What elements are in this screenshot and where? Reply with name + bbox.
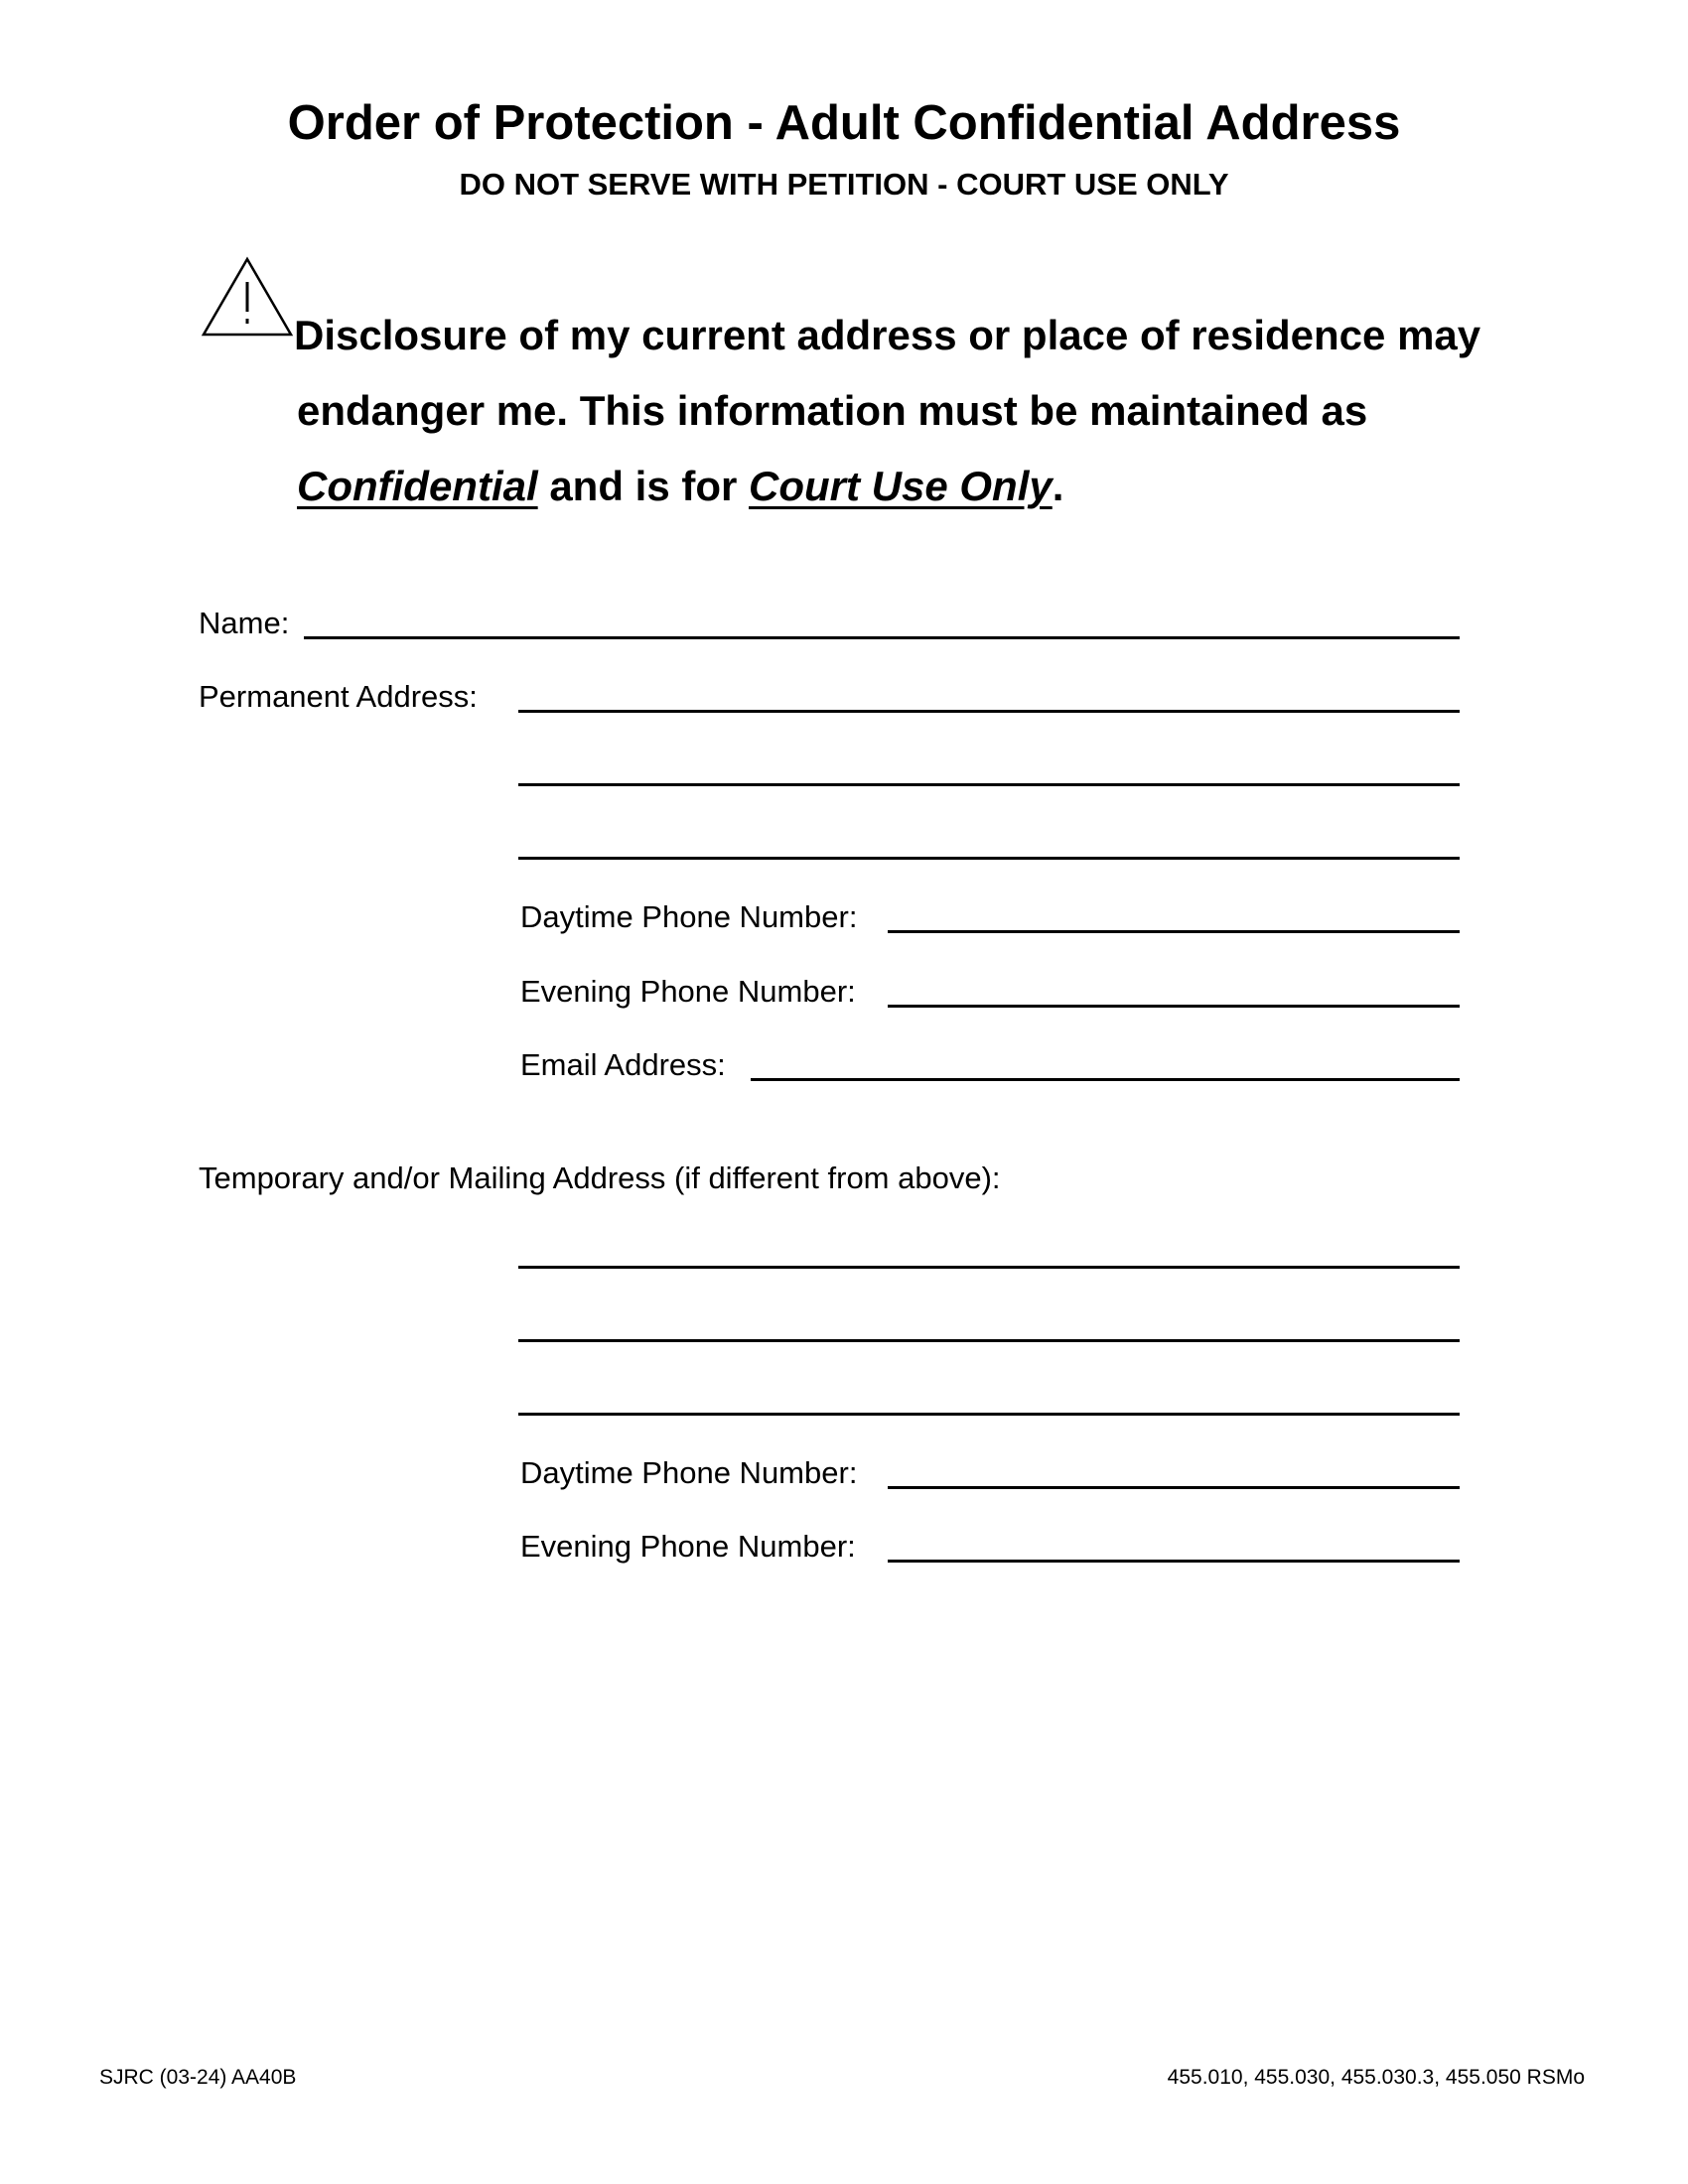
permanent-evening-phone-label: Evening Phone Number: <box>520 974 856 1009</box>
court-use-only-emphasis: Court Use Only <box>749 463 1053 509</box>
email-address-field[interactable] <box>751 1078 1460 1081</box>
warning-line-1: Disclosure of my current address or place of residence may <box>294 312 1481 358</box>
warning-triangle-icon <box>201 256 294 338</box>
email-address-label: Email Address: <box>520 1047 726 1082</box>
permanent-address-label: Permanent Address: <box>199 679 478 714</box>
temporary-address-heading: Temporary and/or Mailing Address (if different from above): <box>199 1160 1001 1195</box>
warning-line-2: endanger me. This information must be maintained as <box>297 387 1368 434</box>
name-label: Name: <box>199 606 290 640</box>
form-subtitle: DO NOT SERVE WITH PETITION - COURT USE ONLY <box>459 167 1229 202</box>
confidential-emphasis: Confidential <box>297 463 538 509</box>
statute-citations: 455.010, 455.030, 455.030.3, 455.050 RSMo <box>1167 2066 1585 2089</box>
permanent-evening-phone-field[interactable] <box>888 1005 1460 1008</box>
temporary-evening-phone-label: Evening Phone Number: <box>520 1529 856 1564</box>
permanent-address-line-2[interactable] <box>518 783 1460 786</box>
temporary-daytime-phone-field[interactable] <box>888 1486 1460 1489</box>
permanent-address-line-3[interactable] <box>518 857 1460 860</box>
permanent-daytime-phone-field[interactable] <box>888 930 1460 933</box>
temporary-daytime-phone-label: Daytime Phone Number: <box>520 1455 858 1490</box>
permanent-address-line-1[interactable] <box>518 710 1460 713</box>
warning-line-3 <box>297 449 1605 524</box>
warning-line-3-mid: and is for <box>537 463 750 509</box>
temporary-address-line-2[interactable] <box>518 1339 1460 1342</box>
form-id: SJRC (03-24) AA40B <box>99 2066 297 2089</box>
permanent-daytime-phone-label: Daytime Phone Number: <box>520 899 858 934</box>
form-title: Order of Protection - Adult Confidential Address <box>287 96 1401 150</box>
temporary-evening-phone-field[interactable] <box>888 1560 1460 1563</box>
confidentiality-warning <box>294 298 1605 524</box>
warning-line-3-end: . <box>1052 463 1064 509</box>
name-field[interactable] <box>304 636 1460 639</box>
temporary-address-line-1[interactable] <box>518 1266 1460 1269</box>
temporary-address-line-3[interactable] <box>518 1413 1460 1416</box>
